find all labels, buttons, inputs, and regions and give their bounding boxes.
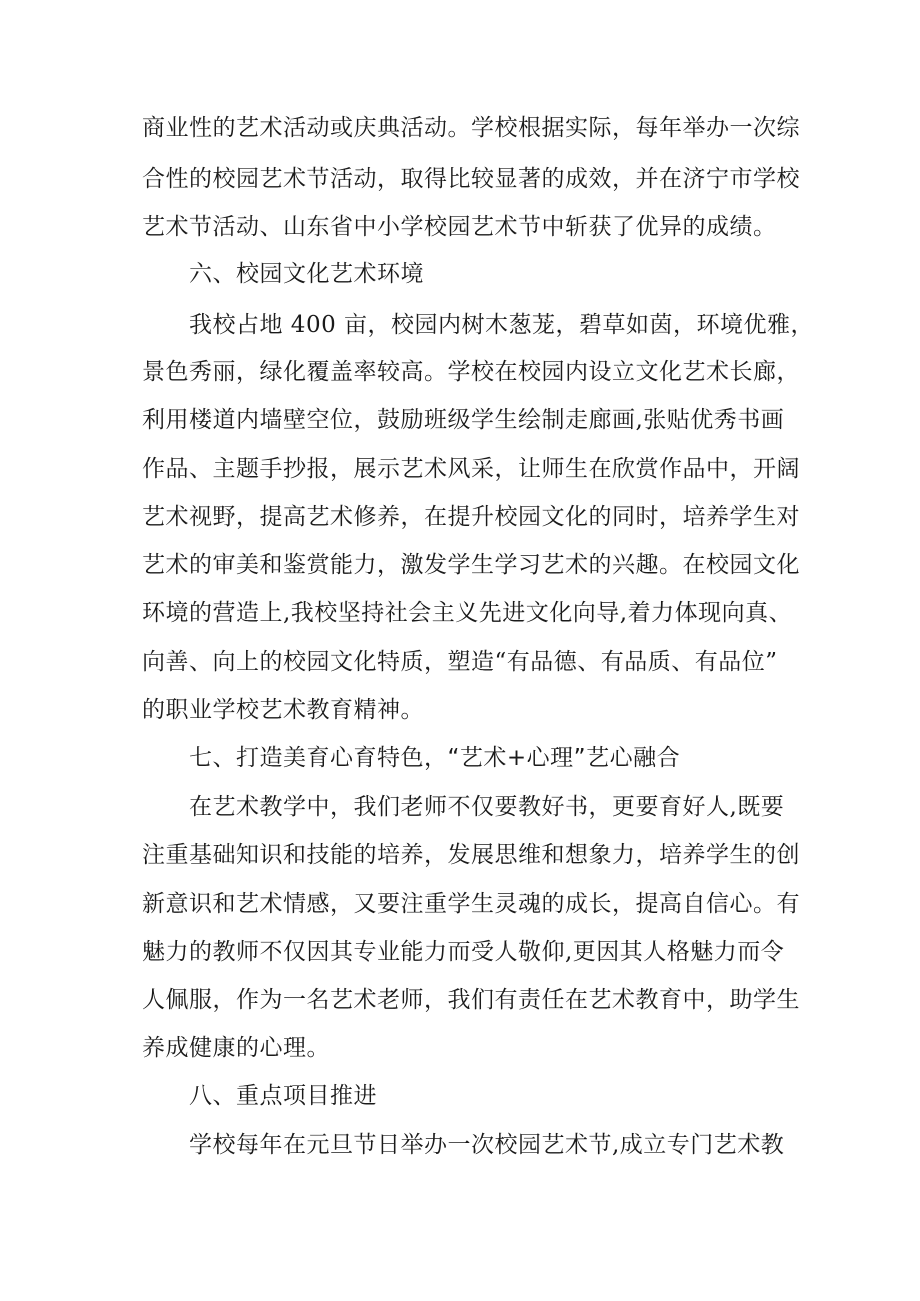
paragraph-line: 魅力的教师不仅因其专业能力而受人敬仰,更因其人格魅力而令 xyxy=(142,939,785,965)
section-heading-6: 六、校园文化艺术环境 xyxy=(189,261,424,287)
paragraph-line: 向善、向上的校园文化特质，塑造“有品德、有品质、有品位” xyxy=(142,649,778,675)
section-heading-7: 七、打造美育心育特色，“艺术+心理”艺心融合 xyxy=(189,745,681,771)
paragraph-line: 养成健康的心理。 xyxy=(142,1035,330,1061)
paragraph-line: 艺术节活动、山东省中小学校园艺术节中斩获了优异的成绩。 xyxy=(142,214,777,240)
paragraph-line: 在艺术教学中，我们老师不仅要教好书，更要育好人,既要 xyxy=(189,794,785,820)
paragraph-line: 的职业学校艺术教育精神。 xyxy=(142,697,424,723)
paragraph-line: 商业性的艺术活动或庆典活动。学校根据实际，每年举办一次综 xyxy=(142,115,800,141)
paragraph-line: 学校每年在元旦节日举办一次校园艺术节,成立专门艺术教 xyxy=(189,1132,785,1158)
paragraph-line: 新意识和艺术情感，又要注重学生灵魂的成长，提高自信心。有 xyxy=(142,891,800,917)
paragraph-line: 作品、主题手抄报，展示艺术风采，让师生在欣赏作品中，开阔 xyxy=(142,456,800,482)
paragraph-line: 注重基础知识和技能的培养，发展思维和想象力，培养学生的创 xyxy=(142,842,800,868)
paragraph-line: 景色秀丽，绿化覆盖率较高。学校在校园内设立文化艺术长廊， xyxy=(142,359,800,385)
paragraph-line: 利用楼道内墙壁空位，鼓励班级学生绘制走廊画,张贴优秀书画 xyxy=(142,407,785,433)
paragraph-line: 我校占地 400 亩，校园内树木葱茏，碧草如茵，环境优雅， xyxy=(189,312,815,338)
paragraph-line: 合性的校园艺术节活动，取得比较显著的成效，并在济宁市学校 xyxy=(142,166,800,192)
paragraph-line: 艺术的审美和鉴赏能力，激发学生学习艺术的兴趣。在校园文化 xyxy=(142,552,800,578)
paragraph-line: 艺术视野，提高艺术修养，在提升校园文化的同时，培养学生对 xyxy=(142,504,800,530)
section-heading-8: 八、重点项目推进 xyxy=(189,1083,377,1109)
paragraph-line: 人佩服，作为一名艺术老师，我们有责任在艺术教育中，助学生 xyxy=(142,987,800,1013)
paragraph-line: 环境的营造上,我校坚持社会主义先进文化向导,着力体现向真、 xyxy=(142,600,793,626)
